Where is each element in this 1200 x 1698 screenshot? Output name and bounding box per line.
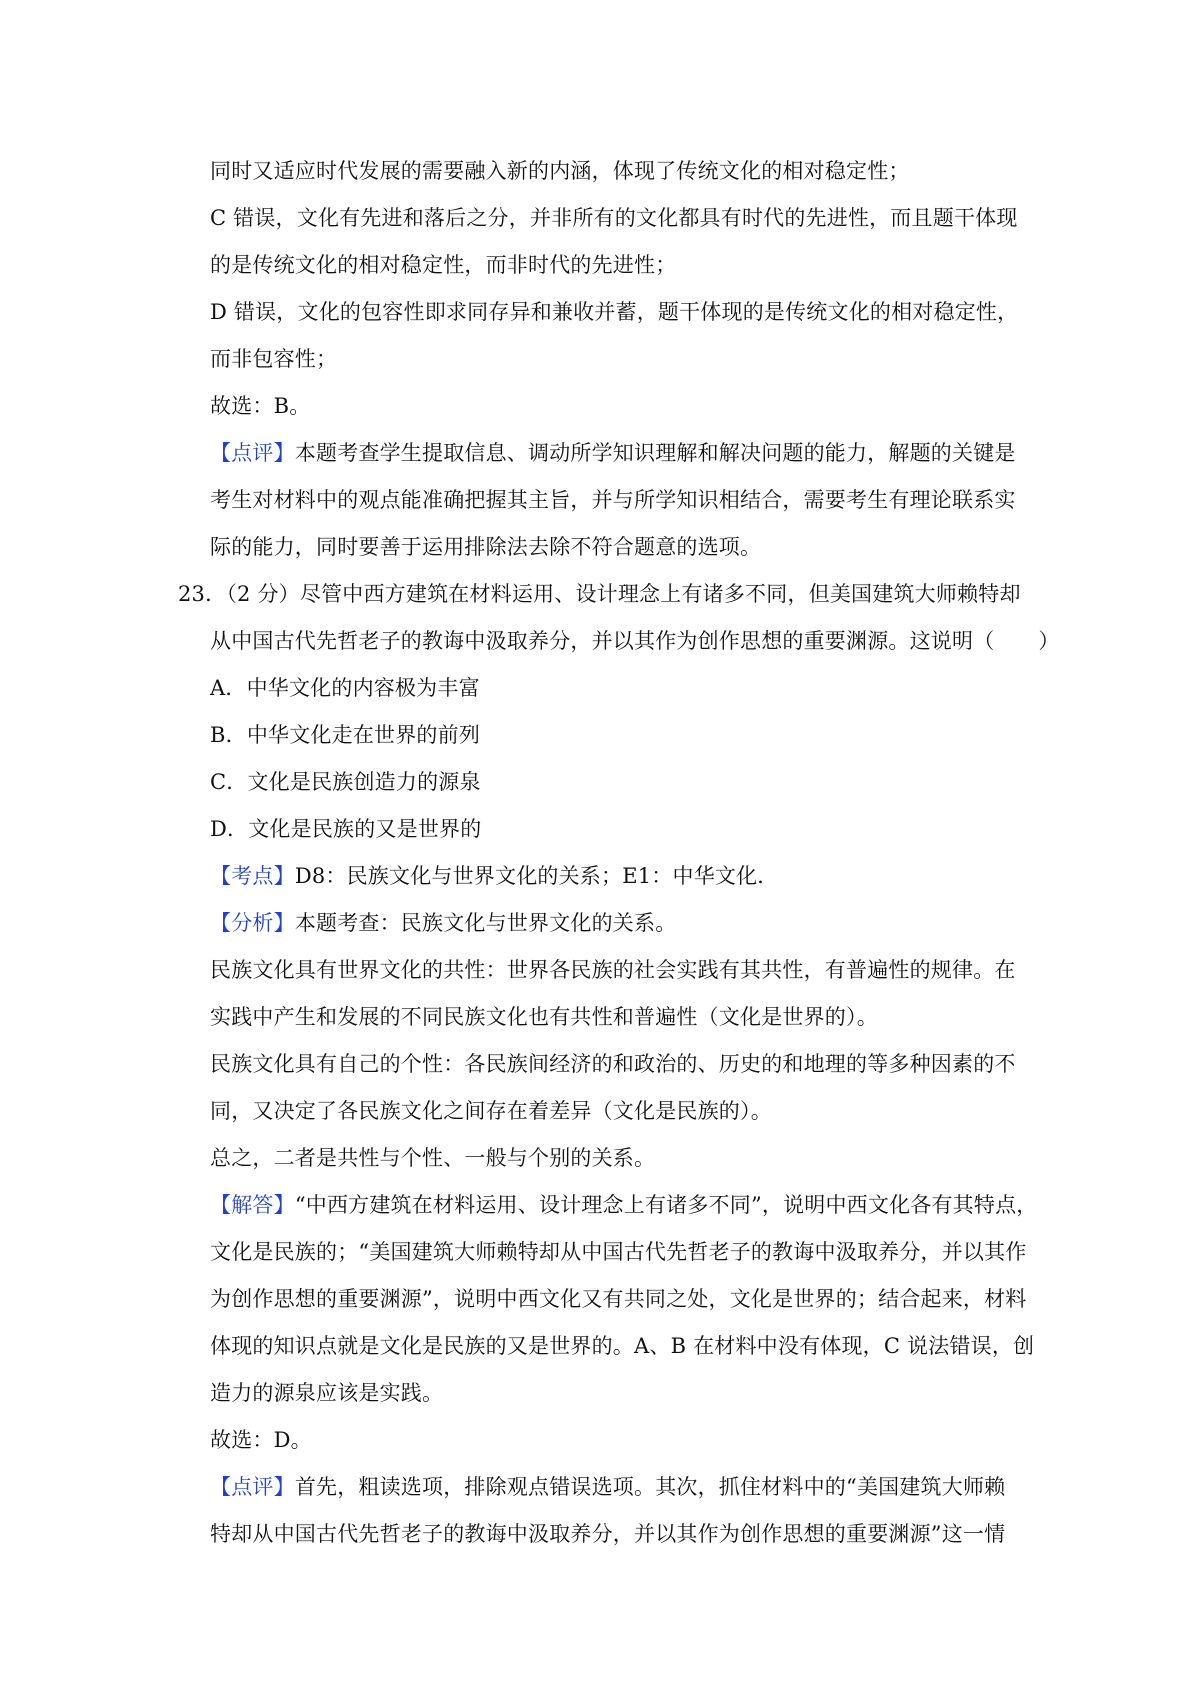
review-line: 特却从中国古代先哲老子的教诲中汲取养分，并以其作为创作思想的重要渊源”这一情 [210, 1522, 1006, 1546]
review-text: 首先，粗读选项，排除观点错误选项。其次，抓住材料中的“美国建筑大师赖 [294, 1475, 1006, 1499]
fenxi-body-line: 总之，二者是共性与个性、一般与个别的关系。 [210, 1146, 656, 1170]
option-a: A．中华文化的内容极为丰富 [210, 676, 480, 700]
review-tag: 【点评】 [210, 1475, 295, 1499]
analysis-line: D 错误，文化的包容性即求同存异和兼收并蓄，题干体现的是传统文化的相对稳定性， [210, 300, 1019, 324]
analysis-line: 的是传统文化的相对稳定性，而非时代的先进性； [210, 253, 677, 277]
answer-line: 故选：D。 [210, 1428, 312, 1452]
review-line [0, 1464, 1200, 1511]
fenxi-text: 本题考查：民族文化与世界文化的关系。 [294, 911, 677, 935]
option-c: C．文化是民族创造力的源泉 [210, 770, 481, 794]
review-line: 际的能力，同时要善于运用排除法去除不符合题意的选项。 [210, 535, 762, 559]
fenxi-body-line: 同，又决定了各民族文化之间存在着差异（文化是民族的）。 [210, 1099, 772, 1123]
option-d: D．文化是民族的又是世界的 [210, 817, 482, 841]
question-stem-close: ） [1038, 629, 1060, 653]
option-b: B．中华文化走在世界的前列 [210, 723, 481, 747]
jieda-line [0, 1182, 1200, 1229]
fenxi-body-line: 实践中产生和发展的不同民族文化也有共性和普遍性（文化是世界的）。 [210, 1005, 878, 1029]
question-stem-line [0, 618, 1200, 665]
jieda-text: “中西方建筑在材料运用、设计理念上有诸多不同”，说明中西文化各有其特点， [294, 1193, 1038, 1217]
kaodian-line [0, 853, 1200, 900]
kaodian-text: D8：民族文化与世界文化的关系；E1：中华文化． [294, 864, 779, 888]
jieda-tag: 【解答】 [210, 1193, 295, 1217]
jieda-body-line: 文化是民族的；“美国建筑大师赖特却从中国古代先哲老子的教诲中汲取养分，并以其作 [210, 1240, 1027, 1264]
review-tag: 【点评】 [210, 441, 295, 465]
jieda-body-line: 为创作思想的重要渊源”，说明中西文化又有共同之处，文化是世界的；结合起来，材料 [210, 1287, 1027, 1311]
question-stem-text: 从中国古代先哲老子的教诲中汲取养分，并以其作为创作思想的重要渊源。这说明（ [210, 629, 995, 653]
jieda-body-line: 体现的知识点就是文化是民族的又是世界的。A、B 在材料中没有体现，C 说法错误，创 [210, 1334, 1035, 1358]
answer-line: 故选：B。 [210, 394, 311, 418]
fenxi-line [0, 900, 1200, 947]
fenxi-body-line: 民族文化具有自己的个性：各民族间经济的和政治的、历史的和地理的等多种因素的不 [210, 1052, 1016, 1076]
question-stem-line [0, 571, 1200, 618]
kaodian-tag: 【考点】 [210, 864, 295, 888]
analysis-line: 而非包容性； [210, 347, 338, 371]
fenxi-body-line: 民族文化具有世界文化的共性：世界各民族的社会实践有其共性，有普遍性的规律。在 [210, 958, 1016, 982]
review-text: 本题考查学生提取信息、调动所学知识理解和解决问题的能力，解题的关键是 [294, 441, 1016, 465]
page-content [0, 148, 1200, 1558]
question-number: 23． [178, 582, 227, 606]
analysis-line: C 错误，文化有先进和落后之分，并非所有的文化都具有时代的先进性，而且题干体现 [210, 206, 1018, 230]
fenxi-tag: 【分析】 [210, 911, 295, 935]
review-line: 考生对材料中的观点能准确把握其主旨，并与所学知识相结合，需要考生有理论联系实 [210, 488, 1016, 512]
question-stem-text: （2 分）尽管中西方建筑在材料运用、设计理念上有诸多不同，但美国建筑大师赖特却 [226, 582, 1021, 606]
review-line [0, 430, 1200, 477]
jieda-body-line: 造力的源泉应该是实践。 [210, 1381, 444, 1405]
analysis-line: 同时又适应时代发展的需要融入新的内涵，体现了传统文化的相对稳定性； [210, 159, 910, 183]
